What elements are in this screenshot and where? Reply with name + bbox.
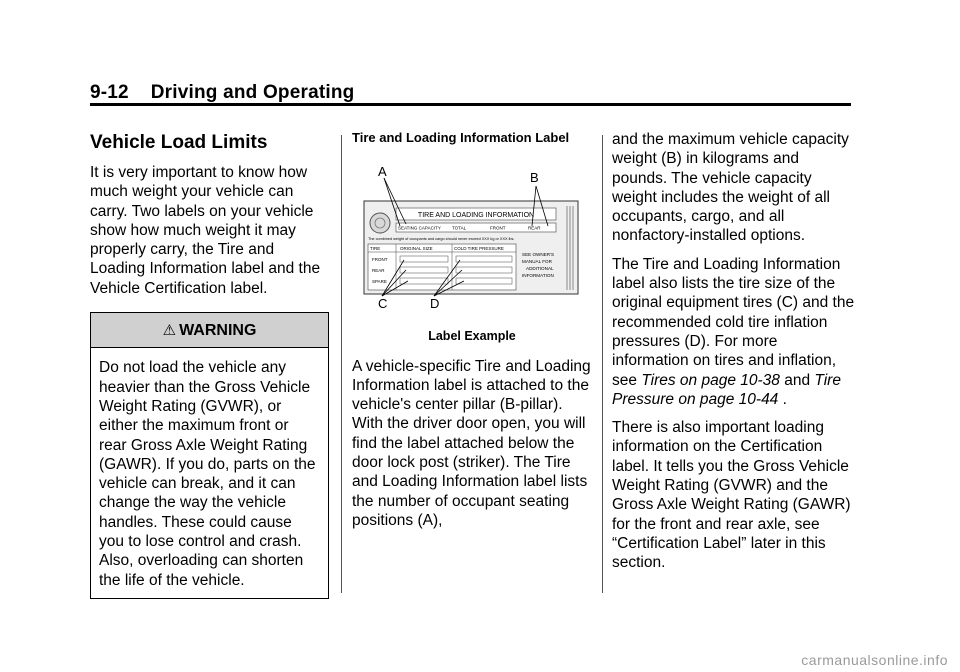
column-divider: [341, 135, 342, 593]
figure-title: Tire and Loading Information Label: [352, 130, 570, 145]
column-1: [90, 130, 330, 599]
tire-row-spare: SPARE: [372, 279, 387, 284]
seal-icon: [370, 213, 390, 233]
column-2: [352, 130, 592, 539]
tire-row-front: FRONT: [372, 257, 388, 262]
link-tire-pressure[interactable]: Tire Pressure on page 10-44: [612, 371, 841, 408]
warning-box: [90, 312, 329, 599]
row-label-front: FRONT: [490, 225, 506, 231]
text-run: and: [779, 371, 815, 389]
col-head-tire: TIRE: [370, 246, 381, 251]
figure-caption: Label Example: [428, 329, 516, 344]
watermark: carmanualsonline.info: [801, 652, 948, 668]
section-heading: Vehicle Load Limits: [90, 132, 268, 153]
warning-header: [91, 313, 328, 348]
tire-label-figure: [352, 156, 592, 316]
warning-body: Do not load the vehicle any heavier than the Gross Vehicle Weight Rating (GVWR), or either the maximum front or rear Gross Axle Weight Rating (GAWR). If you do, parts on the vehicle can break, and it can change the way the vehicle handles. These could cause you to lose control and crash. Also, overloading can shorten the life of the vehicle.: [99, 359, 316, 589]
callout-d: D: [430, 296, 440, 311]
side-note-3: ADDITIONAL: [526, 266, 554, 271]
page-number: 9-12: [90, 82, 129, 103]
section-title: Driving and Operating: [150, 82, 355, 103]
body-paragraph: A vehicle-specific Tire and Loading Information label is attached to the vehicle's center pillar (B-pillar). With the driver door open, you will find the label attached below the door lock post (striker). The Tire and Loading Information label lists the number of occupant seating positions (A),: [352, 357, 591, 529]
text-run: .: [778, 390, 787, 408]
side-note-2: MANUAL FOR: [522, 259, 552, 264]
page-header: [90, 82, 354, 104]
callout-c: C: [378, 296, 388, 311]
side-note-4: INFORMATION: [522, 273, 554, 278]
callout-b: B: [530, 170, 539, 185]
row-label-rear: REAR: [528, 225, 541, 231]
col-head-size: ORIGINAL SIZE: [400, 246, 433, 251]
tire-row-rear: REAR: [372, 268, 385, 273]
column-3: [612, 130, 857, 582]
text-run: The Tire and Loading Information label also lists the tire size of the original equipment tires (C) and the recommended cold tire inflation pressures (D). For more information on tires and inflation, see: [612, 255, 855, 389]
header-rule: [90, 103, 851, 106]
warning-title: WARNING: [179, 322, 257, 340]
fine-print: The combined weight of occupants and cargo should never exceed XXX kg or XXX lbs.: [368, 237, 515, 241]
col-head-pressure: COLD TIRE PRESSURE: [454, 246, 504, 251]
body-paragraph: [612, 255, 857, 409]
row-label-total: TOTAL: [452, 225, 467, 231]
label-title: TIRE AND LOADING INFORMATION: [417, 212, 535, 219]
body-paragraph: and the maximum vehicle capacity weight (B) in kilograms and pounds. The vehicle capacity weight includes the weight of all occupants, cargo, and all nonfactory-installed options.: [612, 131, 849, 245]
callout-a: A: [378, 164, 387, 179]
body-paragraph: There is also important loading information on the Certification label. It tells you the Gross Vehicle Weight Rating (GVWR) and the Gross Axle Weight Rating (GAWR) for the front and rear axle, see “Certification Label” later in this section.: [612, 419, 851, 572]
intro-paragraph: It is very important to know how much weight your vehicle can carry. Two labels on your vehicle show how much weight it may properly carry, the Tire and Loading Information label and the Vehicle Certification label.: [90, 164, 321, 297]
link-tires[interactable]: Tires on page 10-38: [641, 371, 780, 389]
side-note-1: SEE OWNER'S: [522, 252, 555, 257]
row-label-seating: SEATING CAPACITY: [398, 225, 441, 231]
column-divider: [602, 135, 603, 593]
warning-icon: ⚠: [162, 322, 177, 340]
